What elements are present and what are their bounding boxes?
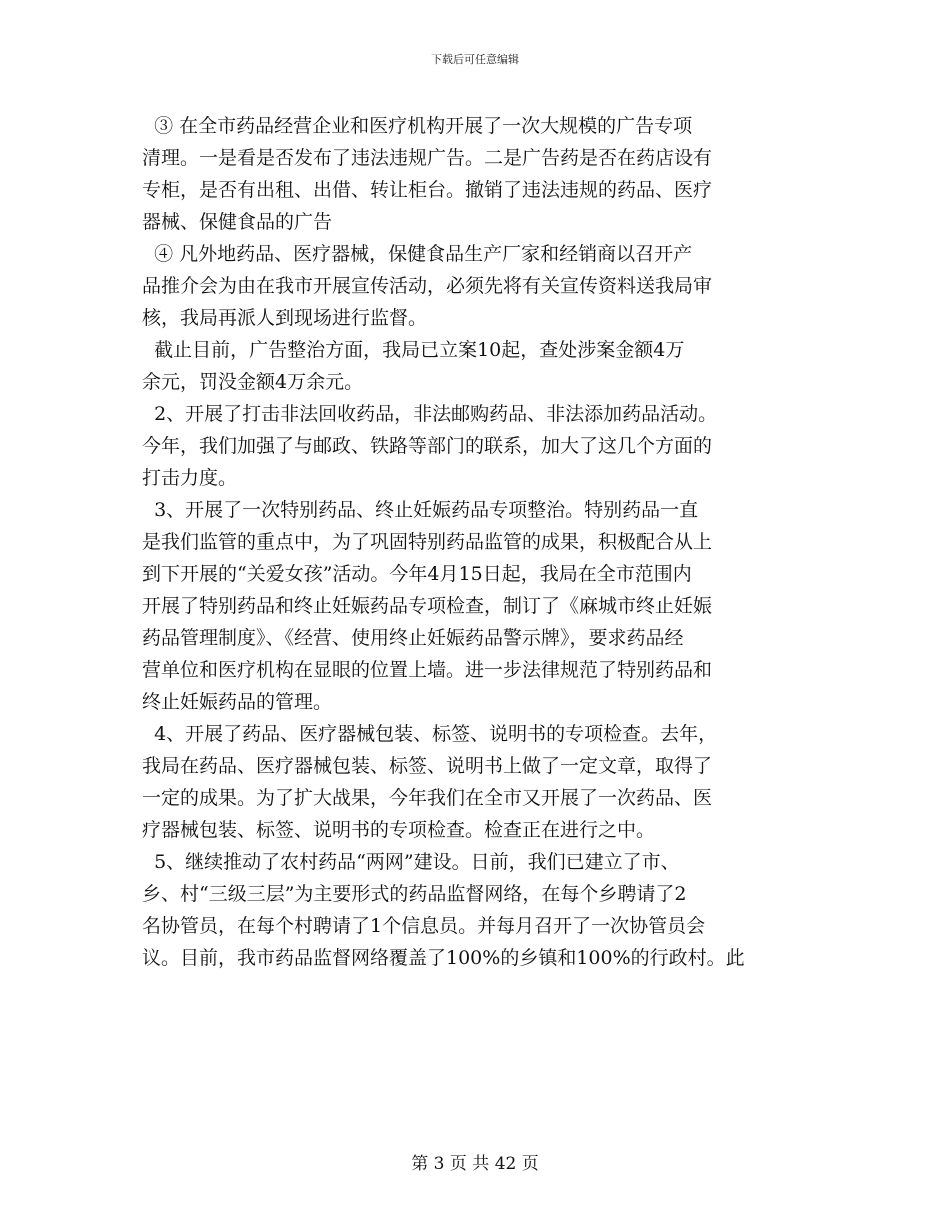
paragraph	[142, 398, 822, 494]
paragraph	[142, 334, 822, 398]
paragraph	[142, 110, 822, 238]
text-line: 营单位和医疗机构在显眼的位置上墙。进一步法律规范了特别药品和	[142, 659, 713, 681]
text-line: 药品管理制度》、《经营、使用终止妊娠药品警示牌》，要求药品经	[142, 627, 684, 649]
text-line: ③ 在全市药品经营企业和医疗机构开展了一次大规模的广告专项	[142, 115, 693, 137]
text-line: 5、继续推动了农村药品“两网”建设。日前，我们已建立了市、	[142, 851, 680, 873]
text-line: 打击力度。	[142, 467, 238, 489]
page-header: 下载后可任意编辑	[431, 53, 519, 66]
text-line: 今年，我们加强了与邮政、铁路等部门的联系，加大了这几个方面的	[142, 435, 713, 457]
page-number: 第 3 页 共 42 页	[411, 1154, 539, 1174]
text-line: 4、开展了药品、医疗器械包装、标签、说明书的专项检查。去年，	[142, 723, 718, 745]
text-line: 2、开展了打击非法回收药品，非法邮购药品、非法添加药品活动。	[142, 403, 718, 425]
paragraph	[142, 718, 822, 846]
text-line: 品推介会为由在我市开展宣传活动，必须先将有关宣传资料送我局审	[142, 275, 713, 297]
text-line: 开展了特别药品和终止妊娠药品专项检查，制订了《麻城市终止妊娠	[142, 595, 713, 617]
text-line: 疗器械包装、标签、说明书的专项检查。检查正在进行之中。	[142, 819, 656, 841]
text-line: 议。目前，我市药品监督网络覆盖了100%的乡镇和100%的行政村。此	[142, 947, 745, 969]
text-line: 一定的成果。为了扩大战果，今年我们在全市又开展了一次药品、医	[142, 787, 713, 809]
text-line: 核，我局再派人到现场进行监督。	[142, 307, 428, 329]
text-line: 清理。一是看是否发布了违法违规广告。二是广告药是否在药店设有	[142, 147, 713, 169]
text-line: 乡、村“三级三层”为主要形式的药品监督网络，在每个乡聘请了2	[142, 883, 687, 905]
text-line: 是我们监管的重点中，为了巩固特别药品监管的成果，积极配合从上	[142, 531, 713, 553]
paragraph	[142, 494, 822, 718]
text-line: 器械、保健食品的广告	[142, 211, 333, 233]
text-line: 专柜，是否有出租、出借、转让柜台。撤销了违法违规的药品、医疗	[142, 179, 713, 201]
text-line: 名协管员，在每个村聘请了1个信息员。并每月召开了一次协管员会	[142, 915, 706, 937]
text-line: ④ 凡外地药品、医疗器械，保健食品生产厂家和经销商以召开产	[142, 243, 693, 265]
document-body	[142, 110, 822, 974]
text-line: 到下开展的“关爱女孩”活动。今年4月15日起，我局在全市范围内	[142, 563, 692, 585]
text-line: 余元，罚没金额4万余元。	[142, 371, 364, 393]
text-line: 3、开展了一次特别药品、终止妊娠药品专项整治。特别药品一直	[142, 499, 699, 521]
text-line: 截止目前，广告整治方面，我局已立案10起，查处涉案金额4万	[142, 339, 685, 361]
paragraph	[142, 238, 822, 334]
paragraph	[142, 846, 822, 974]
text-line: 终止妊娠药品的管理。	[142, 691, 333, 713]
text-line: 我局在药品、医疗器械包装、标签、说明书上做了一定文章，取得了	[142, 755, 713, 777]
